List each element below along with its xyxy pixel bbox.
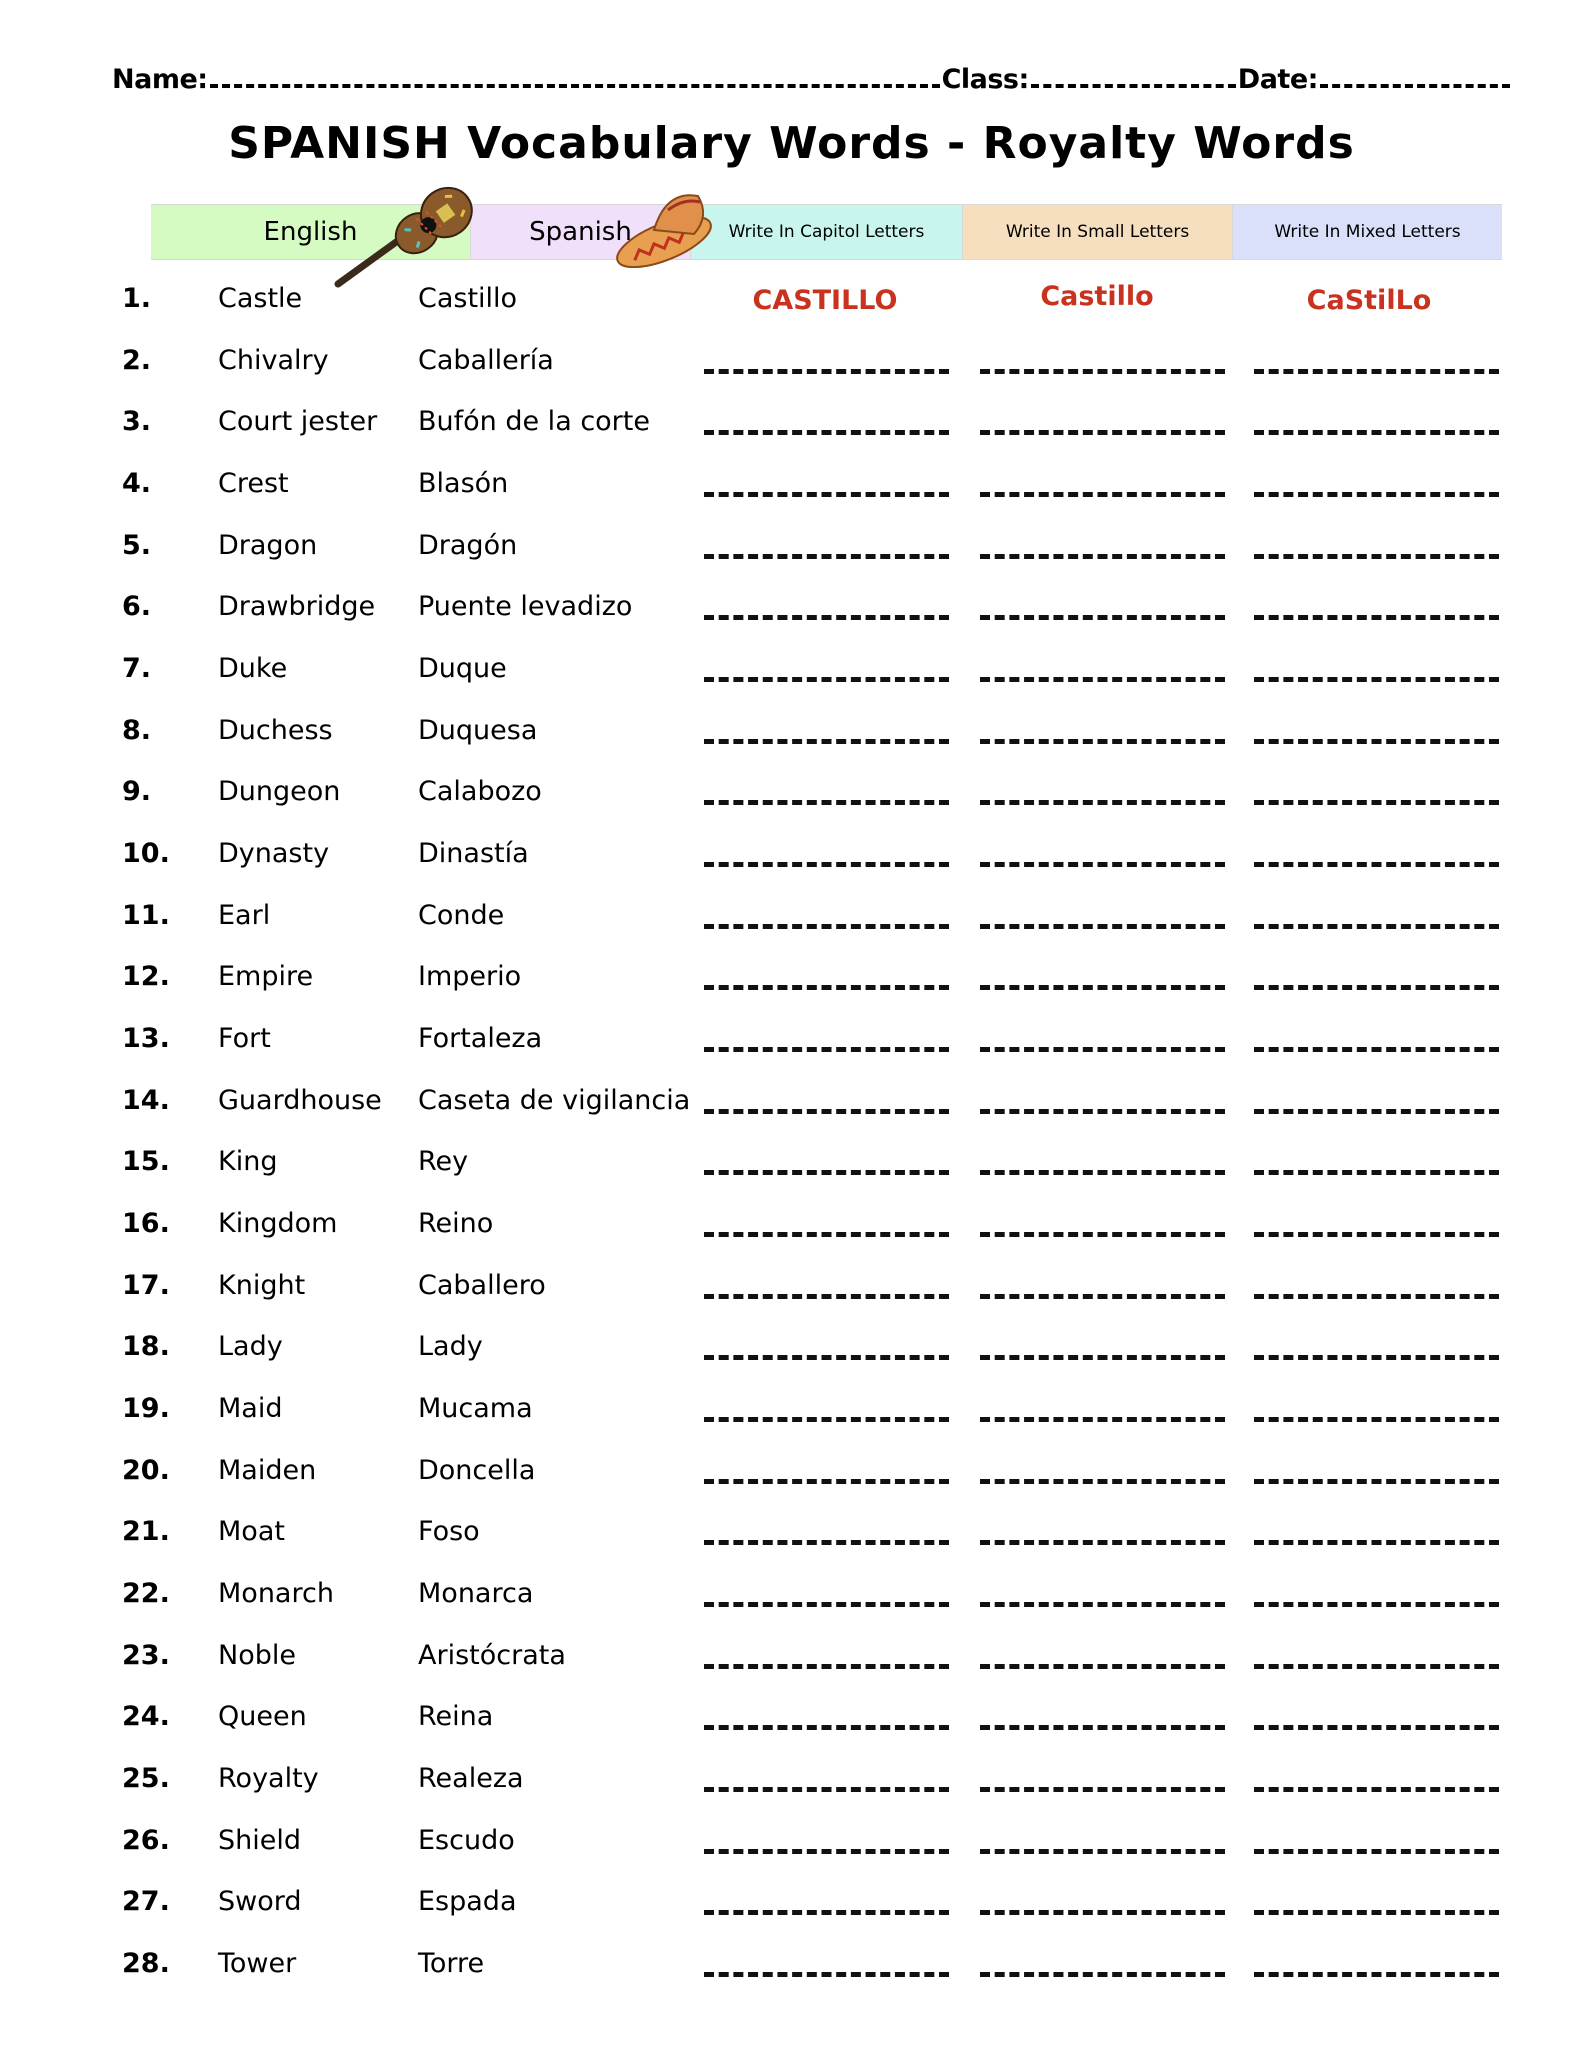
word-row (0, 900, 1583, 940)
spanish-word: Torre (418, 1948, 485, 1979)
word-row (0, 468, 1583, 508)
row-number: 17. (122, 1270, 170, 1301)
row-number: 6. (122, 591, 152, 622)
capital-answer-line[interactable] (704, 554, 949, 559)
spanish-word: Bufón de la corte (418, 406, 650, 437)
capital-answer-line[interactable] (704, 985, 949, 990)
english-word: Empire (218, 961, 314, 992)
mixed-answer-line[interactable] (1254, 985, 1499, 990)
capital-answer-line[interactable] (704, 1232, 949, 1237)
word-row (0, 406, 1583, 446)
row-number: 12. (122, 961, 170, 992)
english-word: Sword (218, 1886, 302, 1917)
mixed-answer-line[interactable] (1254, 862, 1499, 867)
small-answer-line[interactable] (980, 1787, 1225, 1792)
word-row (0, 1640, 1583, 1680)
row-number: 1. (122, 283, 152, 314)
word-row (0, 1948, 1583, 1988)
small-answer-line[interactable] (980, 492, 1225, 497)
spanish-word: Aristócrata (418, 1640, 566, 1671)
mixed-answer-line[interactable] (1254, 1540, 1499, 1545)
capital-answer-line[interactable] (704, 1109, 949, 1114)
capital-answer-line[interactable] (704, 1417, 949, 1422)
spanish-word: Lady (418, 1331, 483, 1362)
capital-answer-line[interactable] (704, 1479, 949, 1484)
word-row (0, 1763, 1583, 1803)
capital-answer-line[interactable] (704, 862, 949, 867)
guitar-icon (330, 184, 480, 294)
word-row (0, 345, 1583, 385)
spanish-word: Caballería (418, 345, 554, 376)
row-number: 15. (122, 1146, 170, 1177)
english-word: Fort (218, 1023, 271, 1054)
word-row (0, 1455, 1583, 1495)
mixed-answer-line[interactable] (1254, 1479, 1499, 1484)
word-row (0, 1825, 1583, 1865)
word-row (0, 591, 1583, 631)
english-word: Court jester (218, 406, 378, 437)
english-word: Tower (218, 1948, 297, 1979)
word-row (0, 715, 1583, 755)
word-row (0, 1701, 1583, 1741)
small-answer-line[interactable] (980, 369, 1225, 374)
row-number: 23. (122, 1640, 170, 1671)
spanish-word: Calabozo (418, 776, 542, 807)
word-row (0, 776, 1583, 816)
mixed-answer-line[interactable] (1254, 1294, 1499, 1299)
capital-answer-line[interactable] (704, 1047, 949, 1052)
small-answer-line[interactable] (980, 1170, 1225, 1175)
word-row (0, 1393, 1583, 1433)
mixed-answer-line[interactable] (1254, 369, 1499, 374)
row-number: 3. (122, 406, 152, 437)
spanish-word: Blasón (418, 468, 509, 499)
english-word: Knight (218, 1270, 306, 1301)
english-word: Maiden (218, 1455, 317, 1486)
row-number: 19. (122, 1393, 170, 1424)
spanish-word: Espada (418, 1886, 517, 1917)
mixed-answer-line[interactable] (1254, 1232, 1499, 1237)
mixed-answer-line[interactable] (1254, 739, 1499, 744)
column-header-english: English (151, 205, 470, 259)
capital-answer-line[interactable] (704, 369, 949, 374)
spanish-word: Puente levadizo (418, 591, 633, 622)
small-answer-line[interactable] (980, 1294, 1225, 1299)
spanish-word: Dragón (418, 530, 518, 561)
column-header-mixed: Write In Mixed Letters (1232, 205, 1502, 259)
mixed-answer-line[interactable] (1254, 924, 1499, 929)
spanish-word: Realeza (418, 1763, 524, 1794)
capital-answer-line[interactable] (704, 1910, 949, 1915)
row-number: 18. (122, 1331, 170, 1362)
word-row (0, 838, 1583, 878)
small-answer-line[interactable] (980, 862, 1225, 867)
row-number: 11. (122, 900, 170, 931)
row-number: 4. (122, 468, 152, 499)
spanish-word: Duquesa (418, 715, 538, 746)
spanish-word: Doncella (418, 1455, 536, 1486)
spanish-word: Reino (418, 1208, 494, 1239)
small-answer-line[interactable] (980, 1109, 1225, 1114)
row-number: 7. (122, 653, 152, 684)
small-answer-line[interactable] (980, 985, 1225, 990)
row-number: 21. (122, 1516, 170, 1547)
mixed-answer-line[interactable] (1254, 430, 1499, 435)
mixed-answer-line[interactable] (1254, 1725, 1499, 1730)
spanish-word: Monarca (418, 1578, 534, 1609)
word-row (0, 1331, 1583, 1371)
small-answer-line[interactable] (980, 1540, 1225, 1545)
word-row (0, 283, 1583, 323)
mixed-answer-line[interactable] (1254, 554, 1499, 559)
english-word: Shield (218, 1825, 302, 1856)
sombrero-icon (610, 186, 722, 268)
row-number: 13. (122, 1023, 170, 1054)
english-word: Drawbridge (218, 591, 376, 622)
english-word: Dungeon (218, 776, 341, 807)
english-word: Dragon (218, 530, 318, 561)
capital-answer-line[interactable] (704, 1355, 949, 1360)
example-capital: CASTILLO (752, 285, 898, 316)
small-answer-line[interactable] (980, 1232, 1225, 1237)
english-word: Maid (218, 1393, 283, 1424)
column-header-capital: Write In Capitol Letters (690, 205, 962, 259)
english-word: Earl (218, 900, 271, 931)
capital-answer-line[interactable] (704, 492, 949, 497)
row-number: 20. (122, 1455, 170, 1486)
row-number: 10. (122, 838, 170, 869)
small-answer-line[interactable] (980, 1355, 1225, 1360)
english-word: Guardhouse (218, 1085, 382, 1116)
small-answer-line[interactable] (980, 1479, 1225, 1484)
english-word: Kingdom (218, 1208, 338, 1239)
english-word: King (218, 1146, 278, 1177)
capital-answer-line[interactable] (704, 1725, 949, 1730)
small-answer-line[interactable] (980, 1047, 1225, 1052)
spanish-word: Mucama (418, 1393, 533, 1424)
word-row (0, 1516, 1583, 1556)
mixed-answer-line[interactable] (1254, 1849, 1499, 1854)
mixed-answer-line[interactable] (1254, 1664, 1499, 1669)
spanish-word: Reina (418, 1701, 494, 1732)
spanish-word: Caballero (418, 1270, 546, 1301)
row-number: 24. (122, 1701, 170, 1732)
word-row (0, 1023, 1583, 1063)
mixed-answer-line[interactable] (1254, 1170, 1499, 1175)
capital-answer-line[interactable] (704, 1540, 949, 1545)
capital-answer-line[interactable] (704, 1602, 949, 1607)
spanish-word: Dinastía (418, 838, 529, 869)
mixed-answer-line[interactable] (1254, 615, 1499, 620)
row-number: 25. (122, 1763, 170, 1794)
row-number: 9. (122, 776, 152, 807)
mixed-answer-line[interactable] (1254, 1602, 1499, 1607)
spanish-word: Imperio (418, 961, 522, 992)
mixed-answer-line[interactable] (1254, 1910, 1499, 1915)
mixed-answer-line[interactable] (1254, 1972, 1499, 1977)
capital-answer-line[interactable] (704, 1972, 949, 1977)
date-label: Date: (1237, 64, 1318, 95)
word-row (0, 1085, 1583, 1125)
column-header-spanish: Spanish (470, 205, 690, 259)
mixed-answer-line[interactable] (1254, 1109, 1499, 1114)
row-number: 2. (122, 345, 152, 376)
english-word: Queen (218, 1701, 307, 1732)
small-answer-line[interactable] (980, 1664, 1225, 1669)
spanish-word: Foso (418, 1516, 480, 1547)
spanish-word: Fortaleza (418, 1023, 543, 1054)
capital-answer-line[interactable] (704, 924, 949, 929)
english-word: Lady (218, 1331, 283, 1362)
class-field[interactable] (1031, 62, 1236, 88)
word-row (0, 1270, 1583, 1310)
row-number: 14. (122, 1085, 170, 1116)
mixed-answer-line[interactable] (1254, 492, 1499, 497)
small-answer-line[interactable] (980, 430, 1225, 435)
spanish-word: Rey (418, 1146, 469, 1177)
english-word: Monarch (218, 1578, 334, 1609)
small-answer-line[interactable] (980, 739, 1225, 744)
page-title: SPANISH Vocabulary Words - Royalty Words (228, 118, 1355, 169)
example-mixed: CaStilLo (1306, 285, 1432, 316)
small-answer-line[interactable] (980, 1910, 1225, 1915)
mixed-answer-line[interactable] (1254, 1417, 1499, 1422)
capital-answer-line[interactable] (704, 1664, 949, 1669)
capital-answer-line[interactable] (704, 1849, 949, 1854)
small-answer-line[interactable] (980, 924, 1225, 929)
capital-answer-line[interactable] (704, 800, 949, 805)
capital-answer-line[interactable] (704, 430, 949, 435)
row-number: 28. (122, 1948, 170, 1979)
small-answer-line[interactable] (980, 677, 1225, 682)
small-answer-line[interactable] (980, 800, 1225, 805)
spanish-word: Caseta de vigilancia (418, 1085, 691, 1116)
capital-answer-line[interactable] (704, 615, 949, 620)
capital-answer-line[interactable] (704, 1787, 949, 1792)
word-row (0, 653, 1583, 693)
row-number: 8. (122, 715, 152, 746)
mixed-answer-line[interactable] (1254, 1355, 1499, 1360)
word-row (0, 1578, 1583, 1618)
english-word: Duke (218, 653, 288, 684)
capital-answer-line[interactable] (704, 1294, 949, 1299)
row-number: 16. (122, 1208, 170, 1239)
english-word: Moat (218, 1516, 285, 1547)
student-info-line (112, 62, 1497, 102)
english-word: Crest (218, 468, 289, 499)
spanish-word: Castillo (418, 283, 518, 314)
row-number: 26. (122, 1825, 170, 1856)
spanish-word: Escudo (418, 1825, 515, 1856)
word-row (0, 1146, 1583, 1186)
word-row (0, 1208, 1583, 1248)
mixed-answer-line[interactable] (1254, 677, 1499, 682)
small-answer-line[interactable] (980, 1725, 1225, 1730)
small-answer-line[interactable] (980, 1417, 1225, 1422)
small-answer-line[interactable] (980, 1602, 1225, 1607)
small-answer-line[interactable] (980, 1972, 1225, 1977)
english-word: Castle (218, 283, 303, 314)
date-field[interactable] (1320, 62, 1510, 88)
english-word: Chivalry (218, 345, 329, 376)
column-header-small: Write In Small Letters (962, 205, 1232, 259)
spanish-word: Duque (418, 653, 507, 684)
row-number: 5. (122, 530, 152, 561)
mixed-answer-line[interactable] (1254, 1047, 1499, 1052)
capital-answer-line[interactable] (704, 739, 949, 744)
name-field[interactable] (210, 62, 940, 88)
word-row (0, 530, 1583, 570)
english-word: Noble (218, 1640, 296, 1671)
english-word: Dynasty (218, 838, 330, 869)
name-label: Name: (112, 64, 208, 95)
row-number: 27. (122, 1886, 170, 1917)
example-small: Castillo (1040, 281, 1154, 312)
english-word: Duchess (218, 715, 333, 746)
small-answer-line[interactable] (980, 554, 1225, 559)
word-row (0, 961, 1583, 1001)
capital-answer-line[interactable] (704, 1170, 949, 1175)
mixed-answer-line[interactable] (1254, 800, 1499, 805)
capital-answer-line[interactable] (704, 677, 949, 682)
small-answer-line[interactable] (980, 1849, 1225, 1854)
spanish-word: Conde (418, 900, 505, 931)
mixed-answer-line[interactable] (1254, 1787, 1499, 1792)
small-answer-line[interactable] (980, 615, 1225, 620)
class-label: Class: (941, 64, 1029, 95)
row-number: 22. (122, 1578, 170, 1609)
english-word: Royalty (218, 1763, 319, 1794)
word-row (0, 1886, 1583, 1926)
